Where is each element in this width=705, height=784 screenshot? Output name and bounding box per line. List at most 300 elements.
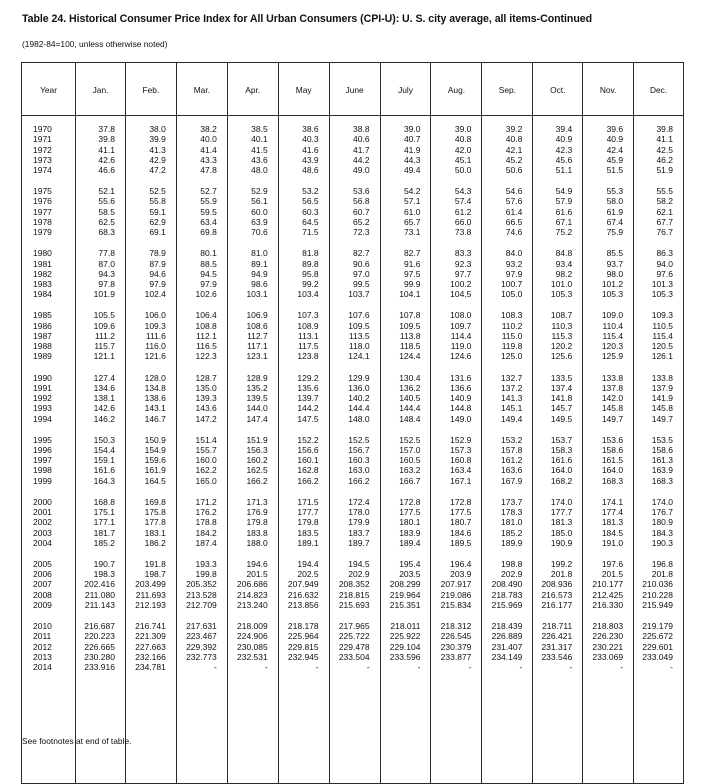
row-group <box>22 310 75 361</box>
cpi-value: 190.9 <box>550 537 573 548</box>
cpi-value: 220.223 <box>84 631 115 642</box>
row-group <box>279 310 329 361</box>
month-column-jan <box>76 116 126 784</box>
cpi-value: 54.2 <box>403 186 421 197</box>
cpi-value: 117.1 <box>247 341 268 352</box>
cpi-value: 164.0 <box>601 465 624 476</box>
cpi-value: - <box>519 662 523 673</box>
cpi-value: 40.6 <box>353 134 370 145</box>
cpi-value: 41.7 <box>353 144 370 155</box>
cpi-value: 177.4 <box>601 507 624 518</box>
cpi-value: 146.2 <box>93 413 115 424</box>
cpi-value: 226.421 <box>541 631 573 642</box>
cpi-value: 101.2 <box>601 279 624 290</box>
cpi-value: - <box>417 662 421 673</box>
cpi-value: 146.7 <box>144 413 166 424</box>
row-group <box>634 621 683 672</box>
cpi-value: 39.6 <box>606 124 624 134</box>
cpi-value: 54.9 <box>555 186 573 197</box>
cpi-value: 174.0 <box>550 496 573 507</box>
cpi-value: 56.5 <box>302 196 319 207</box>
cpi-value: 53.2 <box>302 186 319 197</box>
cpi-value: 82.7 <box>403 248 421 259</box>
cpi-value: 167.1 <box>450 475 472 486</box>
cpi-value: 142.0 <box>601 393 624 404</box>
row-group <box>634 497 683 548</box>
row-group <box>583 559 633 610</box>
cpi-value: 55.6 <box>98 196 115 207</box>
cpi-value: 218.783 <box>491 589 523 600</box>
column-header-aug: Aug. <box>431 63 482 116</box>
year-label: 2008 <box>33 589 52 600</box>
cpi-value: 128.9 <box>246 372 268 383</box>
cpi-value: 41.9 <box>403 144 421 155</box>
cpi-value: 194.6 <box>246 558 268 569</box>
row-group <box>634 310 683 361</box>
cpi-value: 125.6 <box>550 351 573 362</box>
row-group <box>431 435 481 486</box>
cpi-value: 161.3 <box>651 455 673 466</box>
cpi-value: 112.7 <box>247 330 268 341</box>
cpi-value: 163.2 <box>399 465 421 476</box>
cpi-value: 54.3 <box>454 186 472 197</box>
cpi-value: 163.4 <box>450 465 472 476</box>
cpi-value: 185.2 <box>501 527 523 538</box>
cpi-value: 40.1 <box>251 134 268 145</box>
cpi-value: - <box>366 662 370 673</box>
cpi-value: 211.080 <box>84 589 115 600</box>
cpi-value: 41.4 <box>200 144 217 155</box>
year-label: 1998 <box>33 465 52 476</box>
year-label: 1988 <box>33 341 52 352</box>
row-group <box>634 248 683 299</box>
cpi-value: 166.7 <box>399 475 421 486</box>
cpi-value: 110.4 <box>602 320 624 331</box>
row-group <box>126 559 176 610</box>
cpi-value: 153.2 <box>501 434 523 445</box>
cpi-value: 213.240 <box>236 599 268 610</box>
cpi-value: 100.7 <box>501 279 523 290</box>
cpi-value: 55.8 <box>149 196 166 207</box>
cpi-value: 179.8 <box>297 517 319 528</box>
cpi-value: 134.6 <box>93 382 115 393</box>
cpi-value: 145.8 <box>601 403 624 414</box>
cpi-value: 225.672 <box>642 631 673 642</box>
cpi-value: 50.6 <box>505 165 523 175</box>
cpi-value: 81.0 <box>251 248 268 259</box>
cpi-value: 176.2 <box>195 507 217 518</box>
column-header-jan: Jan. <box>76 63 126 116</box>
cpi-value: 171.5 <box>297 496 319 507</box>
cpi-value: 189.7 <box>348 537 370 548</box>
cpi-value: 171.2 <box>195 496 217 507</box>
cpi-value: 194.5 <box>348 558 370 569</box>
cpi-value: 194.4 <box>297 558 319 569</box>
row-group <box>482 435 532 486</box>
cpi-value: 115.4 <box>652 330 673 341</box>
cpi-value: 136.6 <box>450 382 472 393</box>
cpi-value: 189.9 <box>501 537 523 548</box>
cpi-table <box>21 62 684 784</box>
row-group <box>177 497 227 548</box>
cpi-value: - <box>468 662 472 673</box>
cpi-value: 198.8 <box>501 558 523 569</box>
row-group <box>126 248 176 299</box>
cpi-value: 67.7 <box>656 216 673 227</box>
cpi-value: 66.0 <box>454 216 472 227</box>
cpi-value: 139.3 <box>195 393 217 404</box>
cpi-value: 115.7 <box>94 341 115 352</box>
cpi-value: 229.815 <box>287 641 319 652</box>
cpi-value: 128.0 <box>144 372 166 383</box>
cpi-value: 230.221 <box>592 641 624 652</box>
cpi-value: 39.4 <box>555 124 573 134</box>
row-group <box>634 435 683 486</box>
cpi-value: - <box>670 662 673 673</box>
cpi-value: 55.9 <box>200 196 217 207</box>
cpi-value: 73.8 <box>454 227 472 238</box>
year-label: 1971 <box>33 134 52 145</box>
cpi-value: - <box>620 662 624 673</box>
cpi-value: - <box>213 662 217 673</box>
cpi-value: 115.4 <box>602 330 624 341</box>
cpi-value: 87.0 <box>98 258 115 269</box>
row-group <box>634 559 683 610</box>
cpi-value: 49.0 <box>353 165 370 175</box>
cpi-value: 233.049 <box>642 651 673 662</box>
cpi-value: 39.0 <box>403 124 421 134</box>
cpi-value: 210.177 <box>592 579 624 590</box>
cpi-value: 216.632 <box>287 589 319 600</box>
cpi-value: 161.5 <box>601 455 624 466</box>
row-group <box>583 124 633 175</box>
cpi-value: 189.4 <box>399 537 421 548</box>
cpi-value: 183.8 <box>246 527 268 538</box>
row-group <box>482 186 532 237</box>
column-header-dec: Dec. <box>634 63 684 116</box>
cpi-value: 223.467 <box>186 631 217 642</box>
cpi-value: 115.0 <box>501 330 523 341</box>
cpi-value: 61.2 <box>454 206 472 217</box>
row-group <box>279 435 329 486</box>
cpi-value: 117.5 <box>298 341 319 352</box>
cpi-value: 97.9 <box>200 279 217 290</box>
cpi-value: 61.6 <box>555 206 573 217</box>
column-header-sep: Sep. <box>482 63 533 116</box>
row-group <box>431 124 481 175</box>
row-group <box>22 186 75 237</box>
cpi-value: 111.6 <box>145 330 166 341</box>
cpi-value: 201.8 <box>550 569 573 580</box>
row-group <box>330 124 380 175</box>
cpi-value: 52.9 <box>251 186 268 197</box>
cpi-value: 47.8 <box>200 165 217 175</box>
cpi-value: 234.781 <box>135 662 166 673</box>
cpi-value: 106.0 <box>144 310 166 321</box>
cpi-value: 113.5 <box>348 330 370 341</box>
cpi-value: 38.5 <box>251 124 268 134</box>
cpi-value: 98.6 <box>251 279 268 290</box>
year-label: 1992 <box>33 393 52 404</box>
row-group <box>126 310 176 361</box>
year-label: 1994 <box>33 413 52 424</box>
cpi-value: 218.711 <box>542 621 573 632</box>
cpi-value: 149.4 <box>501 413 523 424</box>
cpi-value: 104.5 <box>450 289 472 300</box>
cpi-value: 42.3 <box>555 144 573 155</box>
cpi-value: 229.392 <box>186 641 217 652</box>
cpi-value: 109.6 <box>93 320 115 331</box>
cpi-value: 147.5 <box>297 413 319 424</box>
cpi-value: 178.3 <box>501 507 523 518</box>
cpi-value: 215.949 <box>642 599 673 610</box>
cpi-value: 226.230 <box>592 631 624 642</box>
year-label: 1970 <box>33 124 52 134</box>
cpi-value: 107.8 <box>399 310 421 321</box>
month-column-aug <box>431 116 482 784</box>
row-group <box>482 310 532 361</box>
cpi-value: 185.2 <box>93 537 115 548</box>
cpi-value: 206.686 <box>236 579 268 590</box>
cpi-value: 215.834 <box>440 599 472 610</box>
cpi-value: 177.1 <box>93 517 115 528</box>
row-group <box>228 497 278 548</box>
cpi-value: 140.9 <box>450 393 472 404</box>
cpi-value: 61.9 <box>606 206 624 217</box>
cpi-value: 111.2 <box>94 330 115 341</box>
body-row <box>22 116 684 784</box>
row-group <box>330 248 380 299</box>
cpi-value: 153.6 <box>601 434 624 445</box>
cpi-value: 37.8 <box>98 124 115 134</box>
cpi-value: 69.8 <box>200 227 217 238</box>
cpi-value: 86.3 <box>656 248 673 259</box>
cpi-value: 55.5 <box>656 186 673 197</box>
year-label: 1973 <box>33 154 52 165</box>
cpi-value: 127.4 <box>93 372 115 383</box>
cpi-value: 97.9 <box>505 268 523 279</box>
cpi-value: 218.803 <box>592 621 624 632</box>
cpi-value: 144.8 <box>450 403 472 414</box>
cpi-value: 70.6 <box>251 227 268 238</box>
cpi-value: 218.312 <box>440 621 472 632</box>
cpi-value: 147.2 <box>195 413 217 424</box>
cpi-value: 64.5 <box>302 216 319 227</box>
cpi-value: 73.1 <box>403 227 421 238</box>
cpi-value: 153.7 <box>550 434 573 445</box>
cpi-value: 94.6 <box>149 268 166 279</box>
cpi-value: 149.7 <box>651 413 673 424</box>
row-group <box>431 186 481 237</box>
year-label: 1996 <box>33 444 52 455</box>
cpi-value: 114.4 <box>450 330 472 341</box>
cpi-value: 181.3 <box>601 517 624 528</box>
row-group <box>482 621 532 672</box>
cpi-value: 88.5 <box>200 258 217 269</box>
cpi-value: 173.7 <box>501 496 523 507</box>
cpi-value: 121.6 <box>144 351 166 362</box>
year-label: 1979 <box>33 227 52 238</box>
cpi-value: 144.2 <box>297 403 319 414</box>
cpi-value: 161.9 <box>144 465 166 476</box>
cpi-value: 142.6 <box>93 403 115 414</box>
cpi-value: 216.573 <box>541 589 573 600</box>
cpi-value: 38.8 <box>353 124 370 134</box>
cpi-value: 150.3 <box>93 434 115 445</box>
cpi-value: 82.7 <box>353 248 370 259</box>
cpi-value: 172.4 <box>348 496 370 507</box>
cpi-value: 232.531 <box>236 651 268 662</box>
cpi-value: 93.2 <box>505 258 523 269</box>
cpi-value: 94.0 <box>656 258 673 269</box>
cpi-value: 160.1 <box>297 455 319 466</box>
cpi-value: 124.4 <box>399 351 421 362</box>
cpi-value: 144.4 <box>399 403 421 414</box>
cpi-value: 138.6 <box>144 393 166 404</box>
row-group <box>381 124 431 175</box>
row-group <box>177 186 227 237</box>
row-group <box>482 373 532 424</box>
cpi-value: 191.0 <box>601 537 624 548</box>
cpi-value: 105.0 <box>501 289 523 300</box>
cpi-value: 232.945 <box>287 651 319 662</box>
cpi-value: 188.0 <box>246 537 268 548</box>
cpi-value: 42.4 <box>606 144 624 155</box>
cpi-value: 80.1 <box>200 248 217 259</box>
cpi-value: 187.4 <box>195 537 217 548</box>
row-group <box>583 310 633 361</box>
cpi-value: 186.2 <box>144 537 166 548</box>
cpi-value: 180.7 <box>450 517 472 528</box>
cpi-value: 218.815 <box>338 589 370 600</box>
cpi-value: 181.7 <box>93 527 115 538</box>
cpi-value: 168.2 <box>550 475 573 486</box>
row-group <box>22 559 75 610</box>
cpi-value: 52.5 <box>149 186 166 197</box>
year-label: 2012 <box>33 641 52 652</box>
cpi-value: 124.1 <box>348 351 370 362</box>
row-group <box>634 124 683 175</box>
cpi-value: 42.5 <box>656 144 673 155</box>
cpi-value: 225.722 <box>338 631 370 642</box>
cpi-value: 120.3 <box>601 341 624 352</box>
row-group <box>22 497 75 548</box>
cpi-value: 232.773 <box>186 651 217 662</box>
cpi-value: 196.8 <box>651 558 673 569</box>
cpi-value: 203.9 <box>450 569 472 580</box>
cpi-value: 121.1 <box>93 351 115 362</box>
row-group <box>330 497 380 548</box>
cpi-value: 212.193 <box>135 599 166 610</box>
cpi-value: 41.5 <box>251 144 268 155</box>
cpi-value: 184.3 <box>651 527 673 538</box>
cpi-value: 108.7 <box>550 310 573 321</box>
cpi-value: 106.4 <box>195 310 217 321</box>
cpi-value: 97.6 <box>656 268 673 279</box>
cpi-value: 57.1 <box>403 196 421 207</box>
cpi-value: 66.5 <box>505 216 523 227</box>
cpi-value: - <box>315 662 319 673</box>
cpi-value: 156.7 <box>348 444 370 455</box>
cpi-value: 232.166 <box>135 651 166 662</box>
cpi-value: 103.1 <box>246 289 268 300</box>
cpi-value: 59.5 <box>200 206 217 217</box>
cpi-value: 49.4 <box>403 165 421 175</box>
cpi-value: 46.2 <box>656 154 673 165</box>
cpi-value: 39.0 <box>454 124 472 134</box>
cpi-value: 108.8 <box>195 320 217 331</box>
cpi-value: 151.9 <box>246 434 268 445</box>
row-group <box>330 621 380 672</box>
cpi-value: 144.4 <box>348 403 370 414</box>
row-group <box>76 310 125 361</box>
row-group <box>279 497 329 548</box>
cpi-value: 141.3 <box>501 393 523 404</box>
year-label: 1997 <box>33 455 52 466</box>
cpi-value: 233.546 <box>541 651 573 662</box>
cpi-value: 159.6 <box>144 455 166 466</box>
cpi-value: 60.0 <box>251 206 268 217</box>
year-label: 1978 <box>33 216 52 227</box>
cpi-value: 63.4 <box>200 216 217 227</box>
cpi-value: 123.1 <box>246 351 268 362</box>
cpi-value: 157.3 <box>450 444 472 455</box>
cpi-value: 97.8 <box>98 279 115 290</box>
cpi-value: 97.5 <box>403 268 421 279</box>
year-label: 1987 <box>33 330 52 341</box>
cpi-value: 226.545 <box>440 631 472 642</box>
cpi-value: 51.5 <box>606 165 624 175</box>
cpi-value: 72.3 <box>353 227 370 238</box>
cpi-value: 143.6 <box>195 403 217 414</box>
cpi-value: 69.1 <box>149 227 166 238</box>
cpi-value: 87.9 <box>149 258 166 269</box>
cpi-value: 105.3 <box>601 289 624 300</box>
year-label: 2010 <box>33 621 52 632</box>
cpi-value: 216.687 <box>84 621 115 632</box>
row-group <box>634 373 683 424</box>
cpi-value: 106.9 <box>246 310 268 321</box>
cpi-value: 151.4 <box>195 434 217 445</box>
row-group <box>228 186 278 237</box>
year-label: 1972 <box>33 144 52 155</box>
cpi-value: 40.8 <box>505 134 523 145</box>
row-group <box>330 559 380 610</box>
row-group <box>381 310 431 361</box>
cpi-value: 57.4 <box>454 196 472 207</box>
cpi-value: 45.6 <box>555 154 573 165</box>
row-group <box>76 124 125 175</box>
cpi-value: 199.2 <box>550 558 573 569</box>
cpi-value: 141.8 <box>550 393 573 404</box>
row-group <box>482 248 532 299</box>
cpi-value: 129.9 <box>348 372 370 383</box>
cpi-value: 164.3 <box>93 475 115 486</box>
cpi-value: 75.9 <box>606 227 624 238</box>
month-column-sep <box>482 116 533 784</box>
cpi-value: 53.6 <box>353 186 370 197</box>
cpi-value: 159.1 <box>93 455 115 466</box>
cpi-value: 40.8 <box>454 134 472 145</box>
cpi-value: 217.631 <box>186 621 217 632</box>
cpi-value: 65.7 <box>403 216 421 227</box>
header-row <box>22 63 684 116</box>
cpi-value: 129.2 <box>297 372 319 383</box>
cpi-value: 125.0 <box>501 351 523 362</box>
cpi-value: 98.0 <box>606 268 624 279</box>
cpi-value: 231.407 <box>491 641 523 652</box>
row-group <box>533 435 582 486</box>
